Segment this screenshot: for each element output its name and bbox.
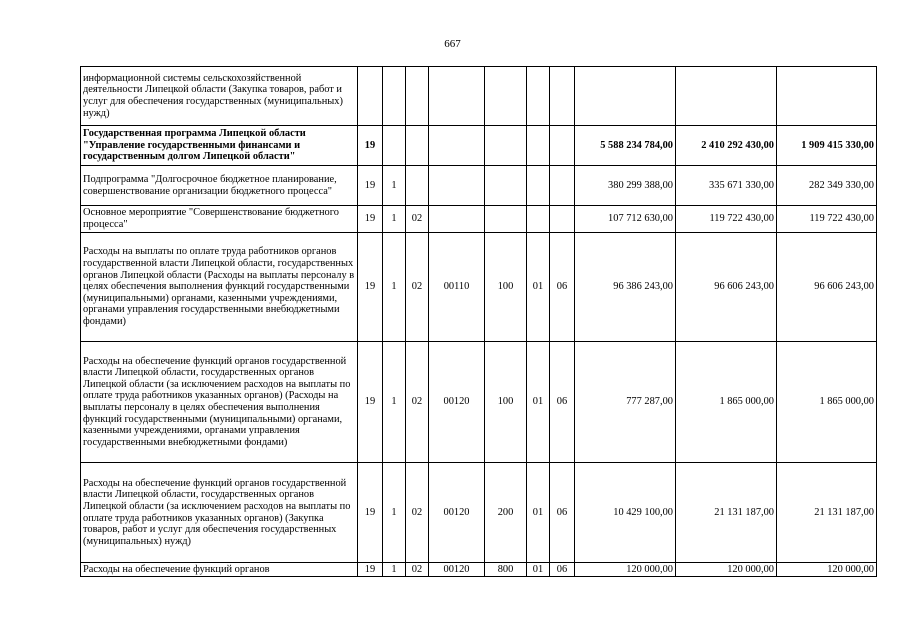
pp-code-cell: 1 [383,342,406,463]
amount-year2-cell [676,67,777,126]
amount-year2-cell: 96 606 243,00 [676,233,777,342]
pp-code-cell: 1 [383,463,406,563]
amount-year3-cell: 282 349 330,00 [777,166,877,206]
subsection-cell: 06 [550,463,575,563]
table-row [81,563,877,577]
section-cell [527,206,550,233]
pp-code-cell: 1 [383,563,406,577]
amount-year2-cell: 21 131 187,00 [676,463,777,563]
gp-code-cell: 19 [358,233,383,342]
expense-type-cell [485,67,527,126]
amount-year3-cell: 96 606 243,00 [777,233,877,342]
amount-year2-cell: 120 000,00 [676,563,777,577]
amount-year1-cell: 107 712 630,00 [575,206,676,233]
expense-code-cell: 00120 [429,463,485,563]
section-cell: 01 [527,233,550,342]
section-cell: 01 [527,342,550,463]
expense-type-cell [485,126,527,166]
expense-code-cell [429,206,485,233]
table-row [81,463,877,563]
section-cell: 01 [527,463,550,563]
table-row [81,126,877,166]
table-row [81,166,877,206]
om-code-cell: 02 [406,342,429,463]
expense-type-cell [485,166,527,206]
om-code-cell [406,166,429,206]
expense-code-cell: 00120 [429,563,485,577]
budget-table [80,66,877,577]
expense-type-cell: 100 [485,233,527,342]
amount-year1-cell: 380 299 388,00 [575,166,676,206]
table-row [81,233,877,342]
subsection-cell [550,67,575,126]
expense-code-cell: 00120 [429,342,485,463]
expense-type-cell: 100 [485,342,527,463]
gp-code-cell: 19 [358,126,383,166]
amount-year1-cell: 120 000,00 [575,563,676,577]
om-code-cell: 02 [406,463,429,563]
gp-code-cell: 19 [358,563,383,577]
om-code-cell: 02 [406,563,429,577]
subsection-cell [550,126,575,166]
pp-code-cell [383,126,406,166]
row-name-cell: Расходы на выплаты по оплате труда работников органов государственной власти Липецкой области, государственных органов Липецкой области (Расходы на выплаты персоналу в целях обеспечения выполнения функций государственными (муниципальными) органами, казенными учреждениями, органами управления государственными внебюджетными фондами) [81,233,358,342]
pp-code-cell: 1 [383,206,406,233]
expense-code-cell [429,166,485,206]
om-code-cell: 02 [406,233,429,342]
gp-code-cell: 19 [358,166,383,206]
subsection-cell: 06 [550,233,575,342]
gp-code-cell: 19 [358,206,383,233]
subsection-cell [550,166,575,206]
amount-year2-cell: 2 410 292 430,00 [676,126,777,166]
expense-type-cell: 800 [485,563,527,577]
amount-year1-cell: 5 588 234 784,00 [575,126,676,166]
row-name-cell: информационной системы сельскохозяйственной деятельности Липецкой области (Закупка товаров, работ и услуг для обеспечения государственных (муниципальных) нужд) [81,67,358,126]
gp-code-cell [358,67,383,126]
pp-code-cell: 1 [383,166,406,206]
amount-year3-cell: 1 865 000,00 [777,342,877,463]
expense-code-cell: 00110 [429,233,485,342]
amount-year2-cell: 119 722 430,00 [676,206,777,233]
table-row [81,342,877,463]
om-code-cell [406,67,429,126]
amount-year3-cell [777,67,877,126]
expense-type-cell: 200 [485,463,527,563]
om-code-cell [406,126,429,166]
amount-year2-cell: 335 671 330,00 [676,166,777,206]
pp-code-cell: 1 [383,233,406,342]
table-row [81,206,877,233]
amount-year1-cell: 777 287,00 [575,342,676,463]
pp-code-cell [383,67,406,126]
amount-year2-cell: 1 865 000,00 [676,342,777,463]
row-name-cell: Расходы на обеспечение функций органов государственной власти Липецкой области, государственных органов Липецкой области (за исключением расходов на выплаты по оплате труда работников указанных органов) (Закупка товаров, работ и услуг для обеспечения государственных (муниципальных) нужд) [81,463,358,563]
row-name-cell: Подпрограмма "Долгосрочное бюджетное планирование, совершенствование организации бюджетного процесса" [81,166,358,206]
om-code-cell: 02 [406,206,429,233]
section-cell [527,166,550,206]
amount-year3-cell: 120 000,00 [777,563,877,577]
section-cell: 01 [527,563,550,577]
page-number: 667 [444,38,461,50]
subsection-cell [550,206,575,233]
amount-year1-cell: 96 386 243,00 [575,233,676,342]
amount-year3-cell: 21 131 187,00 [777,463,877,563]
subsection-cell: 06 [550,563,575,577]
table-row [81,67,877,126]
amount-year1-cell: 10 429 100,00 [575,463,676,563]
row-name-cell: Государственная программа Липецкой области "Управление государственными финансами и государственным долгом Липецкой области" [81,126,358,166]
expense-type-cell [485,206,527,233]
expense-code-cell [429,126,485,166]
amount-year3-cell: 119 722 430,00 [777,206,877,233]
row-name-cell: Основное мероприятие "Совершенствование бюджетного процесса" [81,206,358,233]
amount-year1-cell [575,67,676,126]
expense-code-cell [429,67,485,126]
row-name-cell: Расходы на обеспечение функций органов государственной власти Липецкой области, государственных органов Липецкой области (за исключением расходов на выплаты по оплате труда работников указанных органов) (Расходы на выплаты персоналу в целях обеспечения выполнения функций государственными (муниципальными) органами, казенными учреждениями, органами управления государственными внебюджетными фондами) [81,342,358,463]
section-cell [527,67,550,126]
gp-code-cell: 19 [358,463,383,563]
subsection-cell: 06 [550,342,575,463]
section-cell [527,126,550,166]
row-name-cell: Расходы на обеспечение функций органов [81,563,358,577]
amount-year3-cell: 1 909 415 330,00 [777,126,877,166]
gp-code-cell: 19 [358,342,383,463]
